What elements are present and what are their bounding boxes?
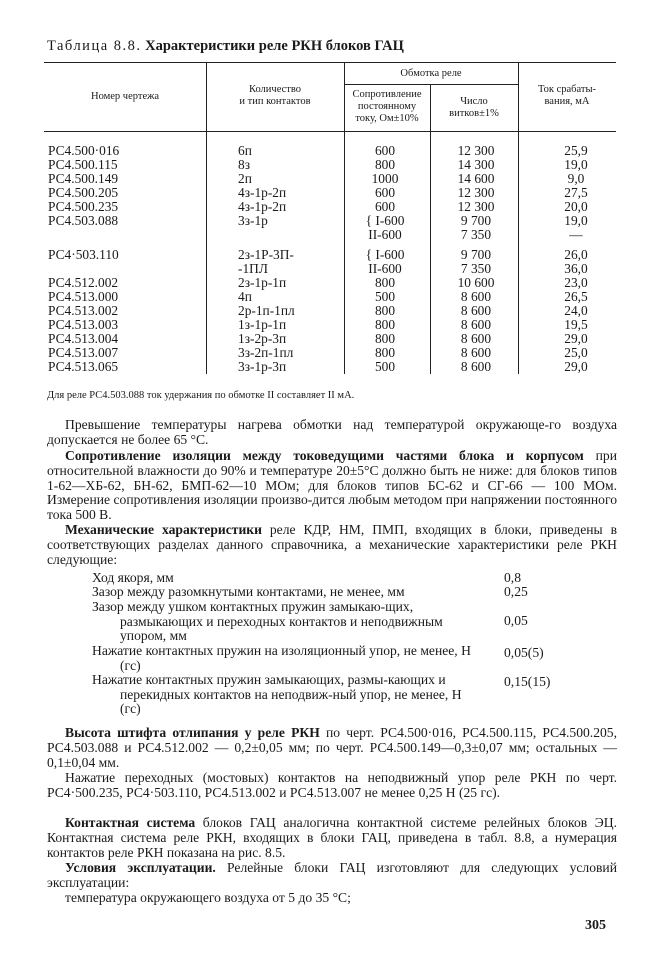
table-row: РС4·503.110 2з-1Р-3П- { I-600 9 700 26,0 <box>48 247 588 262</box>
page-number: 305 <box>585 918 606 933</box>
table-row: РС4.500.205 4з-1р-2п 600 12 300 27,5 <box>48 185 588 200</box>
insulation-heading: Сопротивление изоляции между токоведущими частями блока и корпусом <box>65 448 584 463</box>
table-caption <box>47 38 404 55</box>
mechanical-heading: Механические характеристики <box>65 522 262 537</box>
table-header-rule <box>44 131 616 132</box>
col-header-winding: Обмотка реле <box>400 68 462 79</box>
table-row: РС4.500.235 4з-1р-2п 600 12 300 20,0 <box>48 199 588 214</box>
winding-rule <box>344 84 518 85</box>
table-title: Характеристики реле РКН блоков ГАЦ <box>145 38 404 54</box>
table-row: РС4.500.115 8з 800 14 300 19,0 <box>48 157 588 172</box>
paragraph-bridge-contacts: Нажатие переходных (мостовых) контактов на неподвижный упор реле РКН по черт. РС4·500.235, РС4·503.110, РС4.513.002 и РС4.513.007 не менее 0,25 Н (25 гс). <box>47 770 617 800</box>
table-row: РС4.513.000 4п 500 8 600 26,5 <box>48 289 588 304</box>
paragraph-pin-height: Высота штифта отлипания у реле РКН по черт. РС4.500·016, РС4.500.115, РС4.500.205, РС4.503.088 и РС4.512.002 — 0,2±0,05 мм; по черт. РС4.500.149—0,3±0,07 мм; остальных — 0,1±0,04 мм. <box>47 725 617 770</box>
table-label: Таблица 8.8. <box>47 38 142 54</box>
table-row: РС4.500·016 6п 600 12 300 25,9 <box>48 143 588 158</box>
paragraph-conditions: Условия эксплуатации. Релейные блоки ГАЦ изготовляют для следующих условий эксплуатации: <box>47 860 617 890</box>
book-page: Таблица 8.8. Характеристики реле РКН блоков ГАЦ Номер чертежа Количество и тип контактов Обмотка реле Сопротивление постоянному току, Ом±10% Число витков±1% Ток срабаты- вания, мА РС4.500·016 6п 600 12 300 25,9 РС4.500.115 8з 800 14 300 19,0 РС4.500.149 2п 1000 14 600 9,0 РС4.500.205 4з-1р-2п 600 12 300 27,5 РС4.500.235 4з-1р-2п 600 12 300 20,0 РС4.503.088 3з-1р { I-600 9 700 19,0 ІІ-600 7 350 — РС4·503.110 2з-1Р-3П- { I-600 9 700 26,0 -1ПЛ ІІ-600 7 350 36,0 РС4.512.002 2з-1р-1п 800 10 600 23,0 РС4.513.000 4п 500 8 600 26,5 РС4.513.002 2р-1п-1пл 800 8 600 24,0 РС4.513.003 1з-1р-1п 800 8 600 19,5 РС4.513.004 1з-2р-3п 800 8 600 29,0 РС4.513.007 3з-2п-1пл 800 8 600 25,0 РС4.513.065 3з-1р-3п 500 8 600 29,0 Для реле РС4.503.088 ток удержания по обмотке II составляет II мА. Превышение температуры нагрева обмотки над температурой окружающе-го воздуха допускается не более 65 °С. Сопротивление изоляции между токоведущими частями блока и корпусом при относительной влажности до 90% и температуре 20±5°С должно быть не ниже: для блоков типов 1-62—ХБ-62, БН-62, БМП-62—10 МОм; для блоков типов БС-62 и СГ-66 — 100 МОм. Измерение сопротивления изоляции произво-дится любым методом при напряжении постоянного тока 500 В. Механические характеристики реле КДР, НМ, ПМП, входящих в блоки, приведены в соответствующих разделах данного справочника, а механические характеристики реле РКН следующие: Ход якоря, мм 0,8 Зазор между разомкнутыми контактами, не менее, мм 0,25 Зазор между ушком контактных пружин замыкаю-щих, размыкающих и переходных контактов и неподвижным упором, мм 0,05 Нажатие контактных пружин на изоляционный упор, не менее, Н (гс) 0,05(5) Нажатие контактных пружин замыкающих, размы-кающих и перекидных контактов на неподвиж-ный упор, не менее, Н (гс) 0,15(15) Высота штифта отлипания у реле РКН по черт. РС4.500·016, РС4.500.115, РС4.500.205, РС4.503.088 и РС4.512.002 — 0,2±0,05 мм; по черт. РС4.500.149—0,3±0,07 мм; остальных — 0,1±0,04 мм. Нажатие переходных (мостовых) контактов на неподвижный упор реле РКН по черт. РС4·500.235, РС4·503.110, РС4.513.002 и РС4.513.007 не менее 0,25 Н (25 гс). Контактная система блоков ГАЦ аналогична контактной системе релейных блоков ЭЦ. Контактная система реле РКН, входящих в блоки ГАЦ, приведена в табл. 8.8, а нумерация контактов реле РКН показана на рис. 8.5. Условия эксплуатации. Релейные блоки ГАЦ изготовляют для следующих условий эксплуатации: температура окружающего воздуха от 5 до 35 °С; 305 <box>0 0 660 960</box>
col-header-contacts: Количество и тип контактов <box>239 84 311 107</box>
table-row: РС4.500.149 2п 1000 14 600 9,0 <box>48 171 585 186</box>
contact-system-heading: Контактная система <box>65 815 196 830</box>
table-row: РС4.513.004 1з-2р-3п 800 8 600 29,0 <box>48 331 588 346</box>
table-row: ІІ-600 7 350 — <box>368 227 583 242</box>
col-header-resistance: Сопротивление постоянному току, Ом±10% <box>352 89 422 124</box>
table-row: РС4.513.002 2р-1п-1пл 800 8 600 24,0 <box>48 303 588 318</box>
paragraph-contact-system: Контактная система блоков ГАЦ аналогична контактной системе релейных блоков ЭЦ. Контактная система реле РКН, входящих в блоки ГАЦ, приведена в табл. 8.8, а нумерация контактов реле РКН показана на рис. 8.5. <box>47 815 617 860</box>
table-footnote: Для реле РС4.503.088 ток удержания по обмотке II составляет II мА. <box>47 390 355 401</box>
paragraph-mechanical: Механические характеристики реле КДР, НМ, ПМП, входящих в блоки, приведены в соответствующих разделах данного справочника, а механические характеристики реле РКН следующие: <box>47 522 617 567</box>
table-row: РС4.512.002 2з-1р-1п 800 10 600 23,0 <box>48 275 588 290</box>
table-row: РС4.513.007 3з-2п-1пл 800 8 600 25,0 <box>48 345 588 360</box>
paragraph-air-temperature: температура окружающего воздуха от 5 до 35 °С; <box>65 890 351 905</box>
table-row: РС4.513.003 1з-1р-1п 800 8 600 19,5 <box>48 317 588 332</box>
table-row: РС4.513.065 3з-1р-3п 500 8 600 29,0 <box>48 359 588 374</box>
pin-height-heading: Высота штифта отлипания у реле РКН <box>65 725 320 740</box>
col-header-turns: Число витков±1% <box>449 96 499 119</box>
col-header-current: Ток срабаты- вания, мА <box>537 84 597 107</box>
paragraph-temperature: Превышение температуры нагрева обмотки над температурой окружающе-го воздуха допускается не более 65 °С. <box>47 417 617 447</box>
table-row: -1ПЛ ІІ-600 7 350 36,0 <box>238 261 588 276</box>
conditions-heading: Условия эксплуатации. <box>65 860 216 875</box>
paragraph-insulation: Сопротивление изоляции между токоведущими частями блока и корпусом при относительной влажности до 90% и температуре 20±5°С должно быть не ниже: для блоков типов 1-62—ХБ-62, БН-62, БМП-62—10 МОм; для блоков типов БС-62 и СГ-66 — 100 МОм. Измерение сопротивления изоляции произво-дится любым методом при напряжении постоянного тока 500 В. <box>47 448 617 523</box>
table-row: РС4.503.088 3з-1р { I-600 9 700 19,0 <box>48 213 588 228</box>
col-header-number: Номер чертежа <box>90 91 160 102</box>
table-top-rule <box>44 62 616 63</box>
